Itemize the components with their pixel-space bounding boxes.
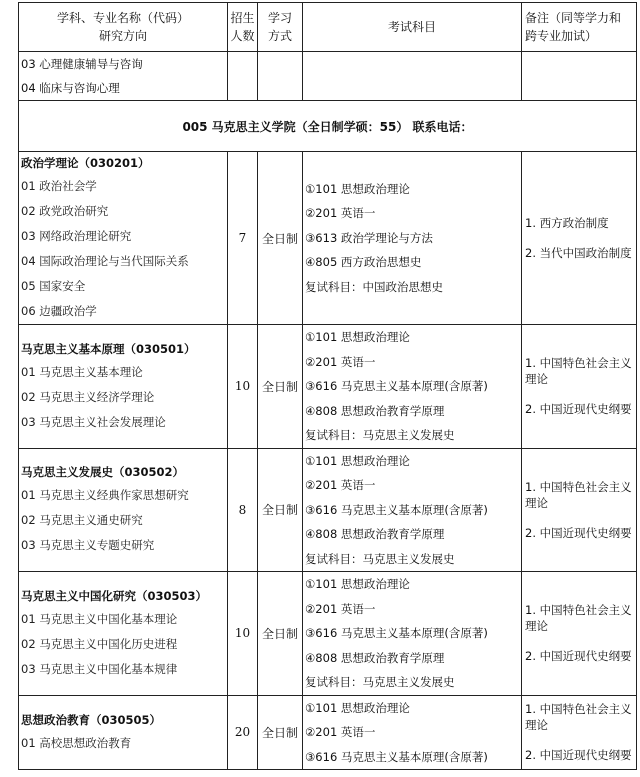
remark-item: 2. 中国近现代史纲要 (525, 748, 632, 763)
exam-subjects (303, 572, 522, 696)
header-exams: 考试科目 (303, 3, 522, 52)
program-info (19, 572, 228, 696)
exam-item: ①101 思想政治理论 (305, 330, 410, 344)
exam-item: ④808 思想政治教育学原理 (305, 403, 445, 418)
exam-item: ③616 马克思主义基本原理(含原著) (305, 626, 488, 640)
exam-item: ②201 英语一 (305, 206, 376, 221)
exam-item: ②201 英语一 (305, 725, 376, 739)
admissions-table-container (18, 2, 636, 770)
study-mode: 全日制 (258, 325, 303, 449)
exam-item: 复试科目：中国政治思想史 (305, 279, 443, 294)
exam-item: ③613 政治学理论与方法 (305, 230, 433, 245)
header-subject (19, 3, 228, 52)
header-subject-line1: 学科、专业名称（代码） (56, 11, 189, 25)
enrollment-count: 8 (228, 448, 258, 572)
header-mode-line2: 方式 (267, 29, 292, 43)
exam-item: ④808 思想政治教育学原理 (305, 650, 445, 665)
empty-cell (228, 52, 258, 101)
program-row (19, 695, 637, 770)
header-subject-line2: 研究方向 (98, 29, 147, 43)
exam-item: ②201 英语一 (305, 601, 376, 616)
previous-program-row (19, 52, 637, 101)
exam-item: ③616 马克思主义基本原理(含原著) (305, 379, 488, 393)
direction-item: 06 边疆政治学 (21, 304, 97, 318)
header-remarks-line2: 跨专业加试） (525, 29, 598, 43)
header-count (228, 3, 258, 52)
direction-item: 01 马克思主义经典作家思想研究 (21, 488, 189, 503)
exam-item: ③616 马克思主义基本原理(含原著) (305, 502, 488, 517)
header-remarks (522, 3, 637, 52)
exam-item: ①101 思想政治理论 (305, 181, 410, 196)
direction-item: 02 马克思主义通史研究 (21, 513, 143, 528)
program-title: 政治学理论（030201） (21, 156, 150, 170)
program-title: 马克思主义中国化研究（030503） (21, 588, 208, 603)
header-remarks-line1: 备注（同等学力和 (525, 11, 622, 25)
direction-item: 01 政治社会学 (21, 179, 97, 193)
direction-item: 01 马克思主义基本理论 (21, 364, 143, 379)
study-mode: 全日制 (258, 572, 303, 696)
program-info (19, 695, 228, 770)
direction-item: 03 网络政治理论研究 (21, 229, 132, 243)
exam-item: ②201 英语一 (305, 354, 376, 369)
admissions-table (18, 2, 637, 770)
direction-item: 03 马克思主义中国化基本规律 (21, 661, 178, 676)
direction-item: 04 国际政治理论与当代国际关系 (21, 254, 189, 268)
program-title: 马克思主义发展史（030502） (21, 465, 185, 480)
remark-item: 2. 中国近现代史纲要 (525, 402, 632, 417)
header-mode (258, 3, 303, 52)
exam-item: ④805 西方政治思想史 (305, 255, 422, 270)
direction-item: 02 马克思主义经济学理论 (21, 389, 155, 404)
remarks (522, 572, 637, 696)
empty-cell (522, 52, 637, 101)
program-row (19, 448, 637, 572)
enrollment-count: 10 (228, 325, 258, 449)
header-mode-line1: 学习 (267, 11, 292, 25)
exam-item: ③616 马克思主义基本原理(含原著) (305, 749, 488, 764)
exam-item: ④808 思想政治教育学原理 (305, 527, 445, 541)
empty-cell (258, 52, 303, 101)
remarks (522, 448, 637, 572)
exam-item: ②201 英语一 (305, 478, 376, 492)
remark-item: 1. 中国特色社会主义理论 (525, 356, 632, 387)
program-row (19, 152, 637, 325)
exam-item: 复试科目：马克思主义发展史 (305, 675, 455, 689)
remark-item: 2. 中国近现代史纲要 (525, 649, 632, 664)
direction-item: 01 马克思主义中国化基本理论 (21, 611, 178, 626)
direction-item: 03 心理健康辅导与咨询 (21, 57, 143, 71)
header-count-line1: 招生 (230, 11, 255, 25)
school-title: 005 马克思主义学院（全日制学硕：55） 联系电话： (19, 101, 637, 152)
program-title: 马克思主义基本原理（030501） (21, 341, 196, 356)
exam-subjects (303, 325, 522, 449)
header-count-line2: 人数 (230, 29, 255, 43)
direction-item: 03 马克思主义专题史研究 (21, 538, 155, 553)
remark-item: 1. 中国特色社会主义理论 (525, 702, 632, 733)
remark-item: 1. 西方政治制度 (525, 216, 609, 230)
study-mode: 全日制 (258, 695, 303, 770)
enrollment-count: 20 (228, 695, 258, 770)
study-mode: 全日制 (258, 448, 303, 572)
remark-item: 1. 中国特色社会主义理论 (525, 603, 632, 634)
remarks (522, 695, 637, 770)
exam-item: ①101 思想政治理论 (305, 453, 410, 468)
remark-item: 2. 当代中国政治制度 (525, 246, 632, 260)
program-info (19, 325, 228, 449)
direction-item: 04 临床与咨询心理 (21, 81, 120, 95)
direction-item: 02 马克思主义中国化历史进程 (21, 636, 178, 651)
exam-subjects (303, 695, 522, 770)
exam-subjects (303, 152, 522, 325)
remarks (522, 152, 637, 325)
program-row (19, 572, 637, 696)
program-row (19, 325, 637, 449)
previous-directions (19, 52, 228, 101)
program-info (19, 448, 228, 572)
direction-item: 02 政党政治研究 (21, 204, 109, 218)
exam-subjects (303, 448, 522, 572)
enrollment-count: 7 (228, 152, 258, 325)
remark-item: 2. 中国近现代史纲要 (525, 525, 632, 540)
empty-cell (303, 52, 522, 101)
study-mode: 全日制 (258, 152, 303, 325)
program-info (19, 152, 228, 325)
exam-item: 复试科目：马克思主义发展史 (305, 428, 455, 442)
remark-item: 1. 中国特色社会主义理论 (525, 479, 632, 510)
direction-item: 05 国家安全 (21, 279, 86, 293)
header-row (19, 3, 637, 52)
school-row (19, 101, 637, 152)
remarks (522, 325, 637, 449)
exam-item: ①101 思想政治理论 (305, 577, 410, 591)
direction-item: 01 高校思想政治教育 (21, 735, 132, 750)
direction-item: 03 马克思主义社会发展理论 (21, 414, 166, 429)
exam-item: ①101 思想政治理论 (305, 700, 410, 715)
program-title: 思想政治教育（030505） (21, 712, 162, 727)
exam-item: 复试科目：马克思主义发展史 (305, 551, 455, 566)
enrollment-count: 10 (228, 572, 258, 696)
